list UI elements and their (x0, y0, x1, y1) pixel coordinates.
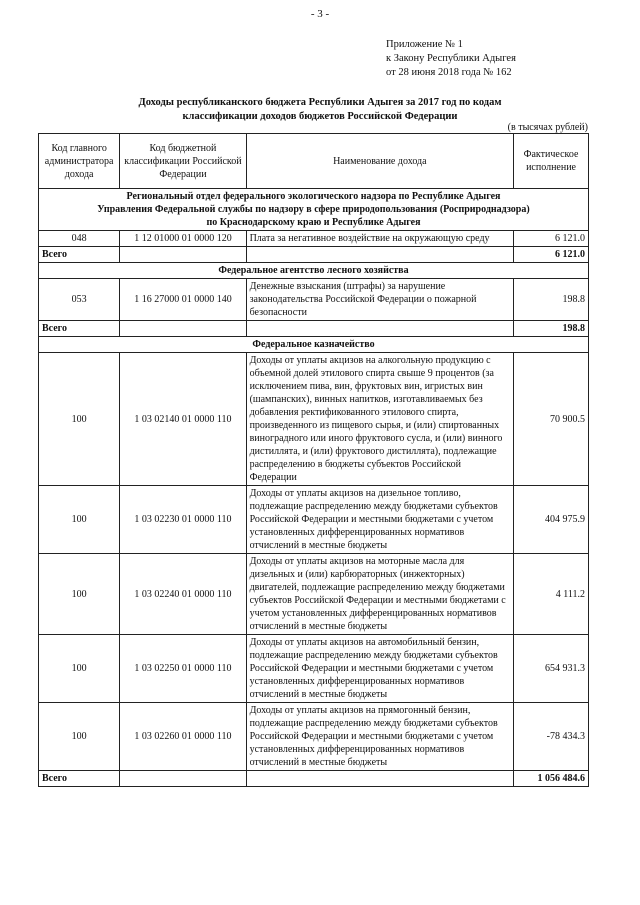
amount-cell: 654 931.3 (514, 635, 589, 703)
admin-code-cell: 100 (39, 486, 120, 554)
income-name-cell: Доходы от уплаты акцизов на прямогонный бензин, подлежащие распределению между бюджетами субъектов Российской Федерации и местными бюджетами с учетом установленных дифференцированных нормативов отчислений в местные бюджеты (246, 703, 514, 771)
total-amount: 1 056 484.6 (514, 771, 589, 787)
budget-code-cell: 1 12 01000 01 0000 120 (120, 231, 246, 247)
admin-code-cell: 053 (39, 279, 120, 321)
appendix-line: к Закону Республики Адыгея (386, 53, 516, 64)
admin-code-cell: 048 (39, 231, 120, 247)
admin-code-cell: 100 (39, 703, 120, 771)
table-body (39, 189, 589, 787)
appendix-note (386, 38, 516, 80)
income-name-cell: Доходы от уплаты акцизов на моторные масла для дизельных и (или) карбюраторных (инжекторных) двигателей, подлежащие распределению между бюджетами субъектов Российской Федерации и местными бюджетами с учетом установленных дифференцированных нормативов отчислений в местные бюджеты (246, 554, 514, 635)
income-name-cell: Плата за негативное воздействие на окружающую среду (246, 231, 514, 247)
total-empty-cell (120, 321, 246, 337)
appendix-line: от 28 июня 2018 года № 162 (386, 67, 512, 78)
table-row (39, 635, 589, 703)
section-title (39, 337, 589, 353)
income-table (38, 133, 589, 787)
section-title-line: Федеральное казначейство (252, 339, 375, 350)
budget-code-cell: 1 03 02250 01 0000 110 (120, 635, 246, 703)
budget-code-cell: 1 03 02240 01 0000 110 (120, 554, 246, 635)
amount-cell: 6 121.0 (514, 231, 589, 247)
header-budget-code: Код бюджетной классификации Российской Федерации (120, 134, 246, 189)
income-name-cell: Доходы от уплаты акцизов на алкогольную продукцию с объемной долей этилового спирта свыше 9 процентов (за исключением пива, вин, фруктовых вин, игристых вин (шампанских), винных напитков, изготавливаемых без добавления ректификованного этилового спирта, произведенного из пищевого сырья, и (или) спиртованных виноградного или иного фруктового сусла, и (или) винного дистиллята, и (или) фруктового дистиллята), подлежащие распределению в бюджеты субъектов Российской Федерации (246, 353, 514, 486)
budget-code-cell: 1 16 27000 01 0000 140 (120, 279, 246, 321)
section-title-line: Региональный отдел федерального экологического надзора по Республике Адыгея (126, 191, 501, 202)
total-empty-cell (246, 771, 514, 787)
total-empty-cell (120, 247, 246, 263)
budget-code-cell: 1 03 02230 01 0000 110 (120, 486, 246, 554)
section-header-row (39, 263, 589, 279)
document-title (40, 96, 600, 124)
total-label: Всего (39, 247, 120, 263)
table-row (39, 231, 589, 247)
table-row (39, 353, 589, 486)
amount-cell: 70 900.5 (514, 353, 589, 486)
header-income-name: Наименование дохода (246, 134, 514, 189)
units-note: (в тысячах рублей) (507, 122, 588, 133)
table-row (39, 279, 589, 321)
title-line: классификации доходов бюджетов Российской Федерации (182, 111, 458, 122)
section-title-line: Управления Федеральной службы по надзору в сфере природопользования (Росприроднадзора) (97, 204, 530, 215)
section-title-line: по Краснодарскому краю и Республике Адыгея (206, 217, 421, 228)
budget-code-cell: 1 03 02140 01 0000 110 (120, 353, 246, 486)
total-empty-cell (246, 247, 514, 263)
amount-cell: 404 975.9 (514, 486, 589, 554)
appendix-line: Приложение № 1 (386, 39, 463, 50)
header-admin-code: Код главного администратора дохода (39, 134, 120, 189)
section-header-row (39, 189, 589, 231)
amount-cell: 198.8 (514, 279, 589, 321)
admin-code-cell: 100 (39, 353, 120, 486)
income-name-cell: Доходы от уплаты акцизов на дизельное топливо, подлежащие распределению между бюджетами субъектов Российской Федерации и местными бюджетами с учетом установленных дифференцированных нормативов отчислений в местные бюджеты (246, 486, 514, 554)
amount-cell: -78 434.3 (514, 703, 589, 771)
income-name-cell: Денежные взыскания (штрафы) за нарушение законодательства Российской Федерации о пожарной безопасности (246, 279, 514, 321)
total-row (39, 321, 589, 337)
amount-cell: 4 111.2 (514, 554, 589, 635)
table-row (39, 554, 589, 635)
total-empty-cell (246, 321, 514, 337)
total-amount: 198.8 (514, 321, 589, 337)
header-actual: Фактическое исполнение (514, 134, 589, 189)
total-row (39, 771, 589, 787)
admin-code-cell: 100 (39, 635, 120, 703)
section-header-row (39, 337, 589, 353)
total-label: Всего (39, 321, 120, 337)
total-amount: 6 121.0 (514, 247, 589, 263)
total-row (39, 247, 589, 263)
total-label: Всего (39, 771, 120, 787)
income-name-cell: Доходы от уплаты акцизов на автомобильный бензин, подлежащие распределению между бюджетами субъектов Российской Федерации и местными бюджетами с учетом установленных дифференцированных нормативов отчислений в местные бюджеты (246, 635, 514, 703)
table-row (39, 703, 589, 771)
section-title-line: Федеральное агентство лесного хозяйства (218, 265, 409, 276)
table-row (39, 486, 589, 554)
budget-code-cell: 1 03 02260 01 0000 110 (120, 703, 246, 771)
admin-code-cell: 100 (39, 554, 120, 635)
page-number: - 3 - (310, 8, 330, 20)
title-line: Доходы республиканского бюджета Республики Адыгея за 2017 год по кодам (138, 97, 502, 108)
total-empty-cell (120, 771, 246, 787)
section-title (39, 189, 589, 231)
table-header-row (39, 134, 589, 189)
section-title (39, 263, 589, 279)
